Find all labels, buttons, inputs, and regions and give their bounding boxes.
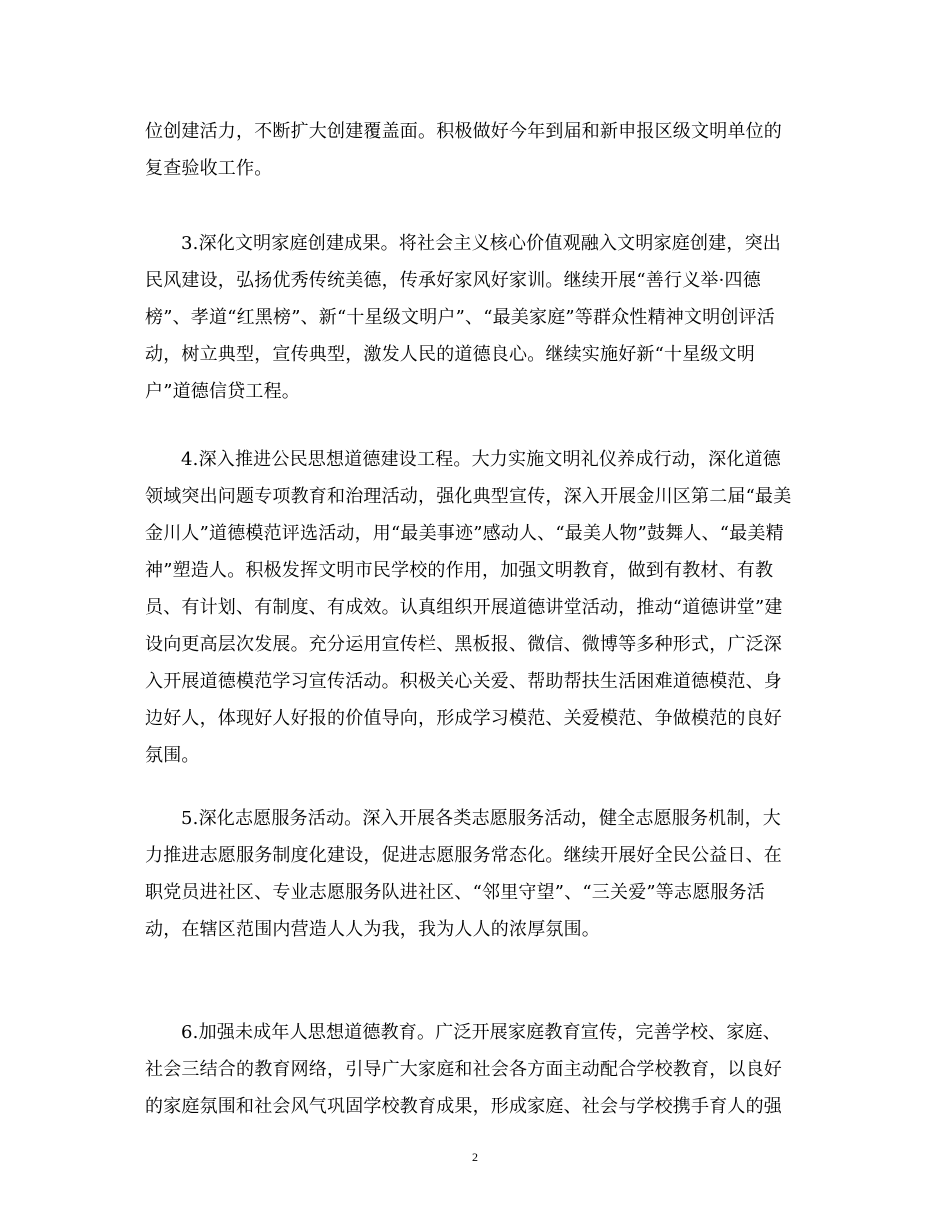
text-line: 位创建活力，不断扩大创建覆盖面。积极做好今年到届和新申报区级文明单位的 bbox=[145, 121, 782, 142]
text-line: 领域突出问题专项教育和治理活动，强化典型宣传，深入开展金川区第二届“最美 bbox=[145, 486, 792, 507]
text-line: 的家庭氛围和社会风气巩固学校教育成果，形成家庭、社会与学校携手育人的强 bbox=[145, 1096, 782, 1117]
text-line: 氛围。 bbox=[145, 745, 200, 766]
text-line: 动，在辖区范围内营造人人为我，我为人人的浓厚氛围。 bbox=[145, 919, 600, 940]
text-line: 4.深入推进公民思想道德建设工程。大力实施文明礼仪养成行动，深化道德 bbox=[181, 449, 781, 470]
paragraph-item-4 bbox=[145, 441, 810, 774]
text-line: 动，树立典型，宣传典型，激发人民的道德良心。继续实施好新“十星级文明 bbox=[145, 344, 755, 365]
paragraph-item-5 bbox=[145, 800, 810, 948]
paragraph-continuation bbox=[145, 113, 810, 187]
text-line: 6.加强未成年人思想道德教育。广泛开展家庭教育宣传，完善学校、家庭、 bbox=[181, 1022, 781, 1043]
text-line: 3.深化文明家庭创建成果。将社会主义核心价值观融入文明家庭创建，突出 bbox=[181, 233, 781, 254]
paragraph-item-3 bbox=[145, 225, 810, 410]
text-line: 入开展道德模范学习宣传活动。积极关心关爱、帮助帮扶生活困难道德模范、身 bbox=[145, 671, 782, 692]
text-line: 户”道德信贷工程。 bbox=[145, 381, 301, 402]
text-line: 设向更高层次发展。充分运用宣传栏、黑板报、微信、微博等多种形式，广泛深 bbox=[145, 634, 782, 655]
text-line: 员、有计划、有制度、有成效。认真组织开展道德讲堂活动，推动“道德讲堂”建 bbox=[145, 597, 783, 618]
text-line: 神”塑造人。积极发挥文明市民学校的作用，加强文明教育，做到有教材、有教 bbox=[145, 560, 774, 581]
text-line: 金川人”道德模范评选活动，用“最美事迹”感动人、“最美人物”鼓舞人、“最美精 bbox=[145, 523, 784, 544]
text-line: 职党员进社区、专业志愿服务队进社区、“邻里守望”、“三关爱”等志愿服务活 bbox=[145, 882, 766, 903]
text-line: 复查验收工作。 bbox=[145, 158, 273, 179]
text-line: 边好人，体现好人好报的价值导向，形成学习模范、关爱模范、争做模范的良好 bbox=[145, 708, 782, 729]
text-line: 民风建设，弘扬优秀传统美德，传承好家风好家训。继续开展“善行义举·四德 bbox=[145, 270, 761, 291]
text-line: 力推进志愿服务制度化建设，促进志愿服务常态化。继续开展好全民公益日、在 bbox=[145, 845, 782, 866]
paragraph-item-6 bbox=[145, 1014, 810, 1125]
text-line: 5.深化志愿服务活动。深入开展各类志愿服务活动，健全志愿服务机制，大 bbox=[181, 808, 781, 829]
text-line: 社会三结合的教育网络，引导广大家庭和社会各方面主动配合学校教育，以良好 bbox=[145, 1059, 782, 1080]
text-line: 榜”、孝道“红黑榜”、新“十星级文明户”、“最美家庭”等群众性精神文明创评活 bbox=[145, 307, 776, 328]
page-number: 2 bbox=[472, 1150, 478, 1164]
